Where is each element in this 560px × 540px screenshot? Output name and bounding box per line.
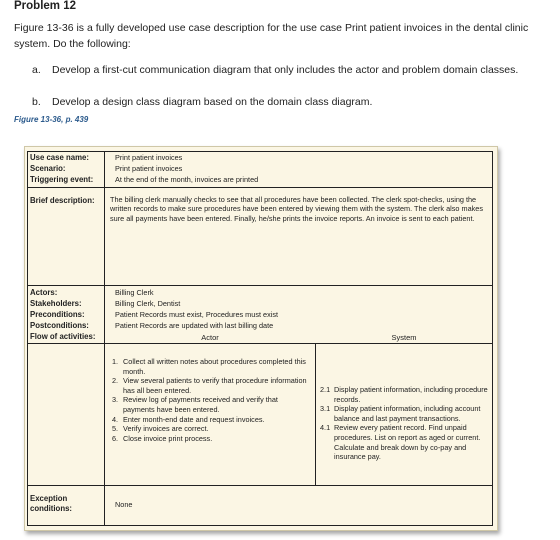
header-rows [28, 152, 492, 188]
postconditions-value: Patient Records are updated with last billing date [115, 321, 274, 330]
step-text: Verify invoices are correct. [123, 424, 209, 434]
actors-label: Actors: [30, 288, 58, 297]
use-case-name-label: Use case name: [30, 153, 89, 162]
step-text: Display patient information, including account balance and last payment transactions. [334, 404, 481, 423]
system-column [316, 333, 492, 485]
task-letter: b. [32, 96, 41, 108]
system-step [320, 385, 488, 404]
actor-step [112, 415, 311, 425]
step-text: Review log of payments received and verify that payments have been entered. [123, 395, 278, 414]
actor-heading: Actor [201, 333, 219, 342]
figure-reference: Figure 13-36, p. 439 [14, 115, 89, 124]
task-item-a [32, 62, 537, 94]
step-number: 4. [112, 414, 119, 424]
brief-description-label: Brief description: [28, 188, 105, 285]
exception-conditions-value: None [115, 500, 133, 509]
step-number: 1. [112, 357, 119, 366]
brief-description-value: The billing clerk manually checks to see that all procedures have been collected. The clerk spot-checks, using the written records to make sure procedures have been entered by viewing them with the system. The clerk also makes sure all payments have been entered. Finally, he/she prints the invoice reports. An invoice is sent to each patient. [110, 195, 483, 223]
task-list [32, 62, 537, 110]
postconditions-label: Postconditions: [30, 321, 89, 330]
task-letter: a. [32, 64, 41, 76]
scenario-value: Print patient invoices [115, 164, 183, 173]
step-number: 2.1 [320, 385, 331, 394]
flow-spacer [28, 344, 105, 485]
exception-row [28, 486, 492, 526]
use-case-form [24, 146, 498, 531]
system-step [320, 423, 488, 461]
problem-title: Problem 12 [14, 0, 76, 12]
actors-conditions-labels [28, 286, 105, 343]
step-text: Review every patient record. Find unpaid procedures. List on report as aged or current. Calculate and break down by co-pay and insurance pay. [334, 423, 481, 462]
use-case-name-value: Print patient invoices [115, 153, 183, 162]
step-number: 5. [112, 424, 119, 434]
actors-value: Billing Clerk [115, 288, 154, 297]
step-number: 6. [112, 433, 119, 443]
step-number: 2. [112, 376, 119, 386]
flow-of-activities-label: Flow of activities: [30, 332, 96, 341]
header-values [105, 152, 492, 187]
step-number: 3.1 [320, 404, 331, 414]
task-text: Develop a design class diagram based on the domain class diagram. [52, 96, 373, 108]
brief-description-row [28, 188, 492, 286]
step-text: Enter month-end date and request invoices. [123, 414, 265, 424]
header-labels [28, 152, 105, 187]
system-step [320, 404, 488, 423]
actor-steps [105, 344, 315, 443]
triggering-event-value: At the end of the month, invoices are printed [115, 175, 259, 184]
preconditions-label: Preconditions: [30, 310, 85, 319]
step-text: Close invoice print process. [123, 433, 213, 443]
actor-step [112, 395, 311, 414]
step-text: View several patients to verify that procedure information has all been entered. [123, 376, 307, 395]
step-text: Collect all written notes about procedures completed this month. [123, 357, 306, 376]
stakeholders-value: Billing Clerk, Dentist [115, 299, 181, 308]
scenario-label: Scenario: [30, 164, 66, 173]
actor-step [112, 357, 311, 376]
actor-step [112, 434, 311, 444]
exception-conditions-label: Exception conditions: [28, 486, 105, 526]
step-text: Display patient information, including procedure records. [334, 385, 488, 404]
task-item-b [32, 94, 537, 110]
actor-step [112, 376, 311, 395]
step-number: 4.1 [320, 423, 331, 433]
use-case-table [27, 151, 493, 526]
preconditions-value: Patient Records must exist, Procedures must exist [115, 310, 279, 319]
task-text: Develop a first-cut communication diagram that only includes the actor and problem domain classes. [52, 64, 519, 76]
system-heading: System [391, 333, 417, 342]
system-steps [316, 344, 492, 462]
step-number: 3. [112, 395, 119, 405]
problem-intro: Figure 13-36 is a fully developed use case description for the use case Print patient invoices in the dental clinic system. Do the following: [14, 22, 529, 50]
actor-column [105, 333, 316, 485]
triggering-event-label: Triggering event: [30, 175, 94, 184]
actor-step [112, 424, 311, 434]
stakeholders-label: Stakeholders: [30, 299, 82, 308]
